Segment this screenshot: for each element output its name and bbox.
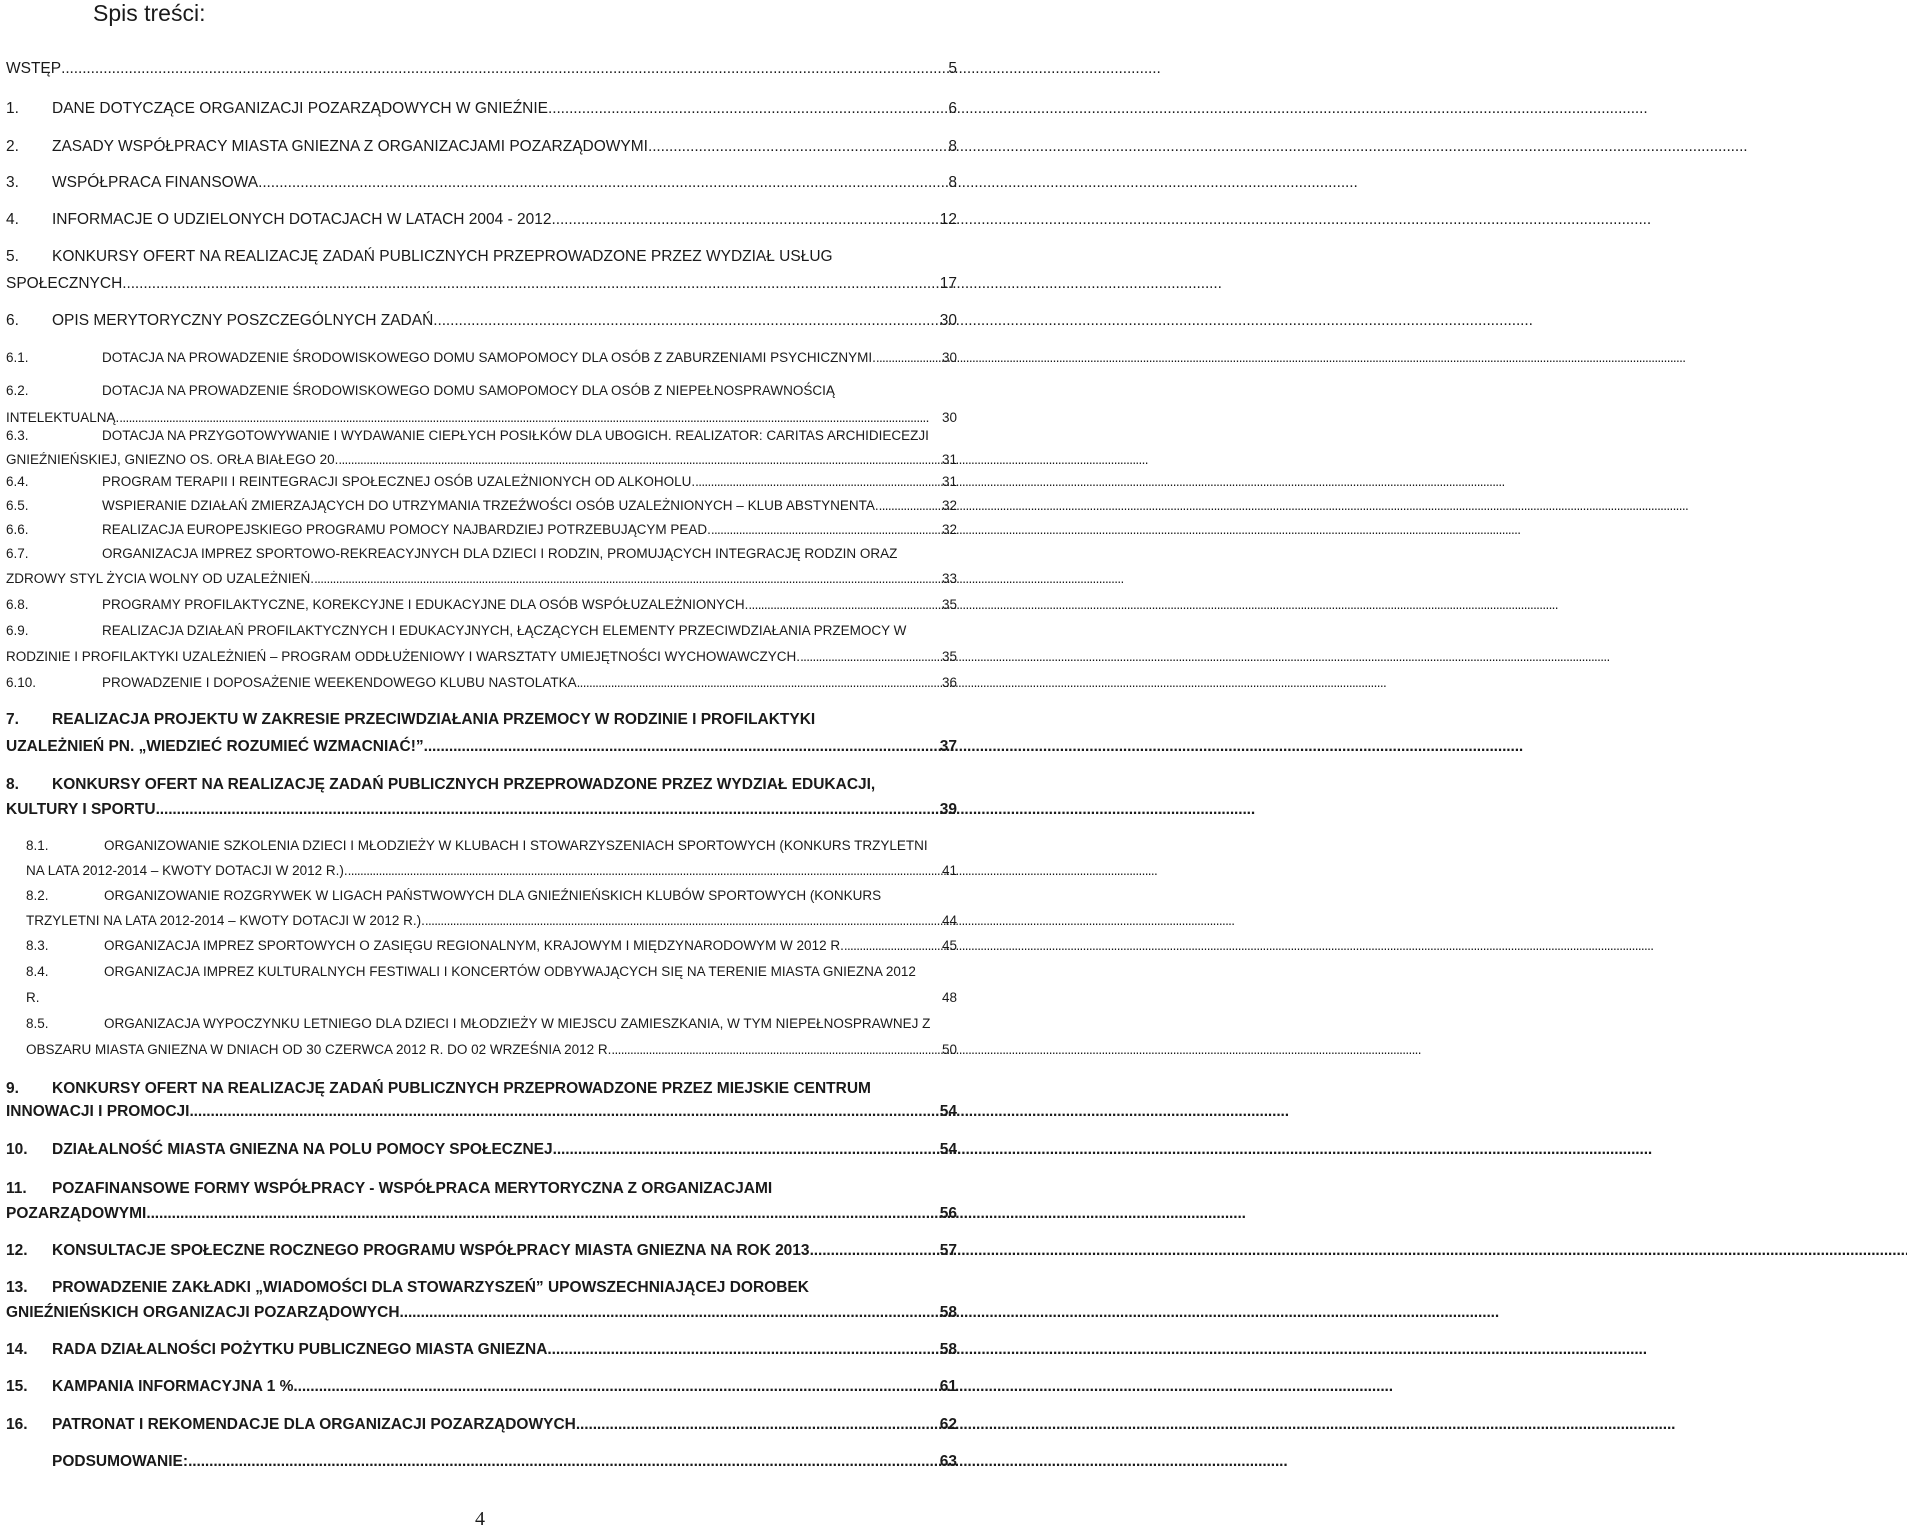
toc-entry-title: KAMPANIA INFORMACYJNA 1 % xyxy=(52,1378,294,1395)
toc-leader-dots xyxy=(876,350,940,365)
toc-entry-page: 41 xyxy=(941,863,957,878)
toc-entry-title: RADA DZIAŁALNOŚCI POŻYTKU PUBLICZNEGO MIASTA GNIEZNA xyxy=(52,1341,548,1358)
toc-leader-dots xyxy=(844,938,940,953)
toc-entry-page: 54 xyxy=(939,1141,957,1158)
toc-entry-page: 39 xyxy=(939,801,957,818)
toc-entry-title: ORGANIZACJA IMPREZ SPORTOWYCH O ZASIĘGU REGIONALNYM, KRAJOWYM I MIĘDZYNARODOWYM W 2012 R. xyxy=(104,938,844,953)
toc-title: Spis treści: xyxy=(93,0,206,26)
toc-entry-title-continued: KULTURY I SPORTU xyxy=(6,801,156,818)
toc-entry-page: 45 xyxy=(941,938,957,953)
toc-leader-dots xyxy=(258,174,946,192)
toc-entry-title: KONKURSY OFERT NA REALIZACJĘ ZADAŃ PUBLICZNYCH PRZEPROWADZONE PRZEZ WYDZIAŁ EDUKACJI, xyxy=(52,776,876,793)
toc-leader-dots xyxy=(810,1242,938,1260)
toc-entry-number: 6.2. xyxy=(6,383,29,398)
toc-entry-number: 4. xyxy=(6,211,19,228)
toc-leader-dots xyxy=(188,1453,938,1471)
toc-entry-number: 3. xyxy=(6,174,19,191)
toc-entry-number: 10. xyxy=(6,1141,28,1158)
toc-entry-page: 48 xyxy=(941,990,957,1005)
toc-entry-title: ORGANIZOWANIE ROZGRYWEK W LIGACH PAŃSTWOWYCH DLA GNIEŹNIEŃSKICH KLUBÓW SPORTOWYCH (KONKURS xyxy=(104,888,882,903)
toc-entry-title: POZAFINANSOWE FORMY WSPÓŁPRACY - WSPÓŁPRACA MERYTORYCZNA Z ORGANIZACJAMI xyxy=(52,1180,773,1197)
toc-entry-title: DOTACJA NA PROWADZENIE ŚRODOWISKOWEGO DOMU SAMOPOMOCY DLA OSÓB Z NIEPEŁNOSPRAWNOŚCIĄ xyxy=(102,383,835,398)
toc-leader-dots xyxy=(189,1103,937,1121)
toc-leader-dots xyxy=(648,138,946,156)
toc-entry-title-continued: ZDROWY STYL ŻYCIA WOLNY OD UZALEŻNIEŃ. xyxy=(6,571,315,586)
toc-entry-page: 36 xyxy=(941,675,957,690)
toc-entry-title: KONKURSY OFERT NA REALIZACJĘ ZADAŃ PUBLICZNYCH PRZEPROWADZONE PRZEZ MIEJSKIE CENTRUM xyxy=(52,1080,871,1097)
toc-leader-dots xyxy=(800,649,940,664)
toc-entry-number: 6.3. xyxy=(6,428,29,443)
toc-entry-number: 5. xyxy=(6,248,19,265)
toc-entry-page: 37 xyxy=(939,738,957,755)
toc-entry-number: 12. xyxy=(6,1242,28,1259)
toc-leader-dots xyxy=(547,1341,937,1359)
toc-leader-dots xyxy=(424,738,938,756)
toc-entry-number: 6.10. xyxy=(6,675,37,690)
toc-entry-title-continued: TRZYLETNI NA LATA 2012-2014 – KWOTY DOTACJI W 2012 R.). xyxy=(26,913,425,928)
toc-entry-page: 8 xyxy=(948,138,957,155)
toc-entry-title-continued: INTELEKTUALNĄ. xyxy=(6,410,120,425)
toc-entry-page: 6 xyxy=(948,100,957,117)
toc-entry-number: 8.1. xyxy=(26,838,49,853)
toc-entry-page: 32 xyxy=(941,522,957,537)
toc-entry-page: 58 xyxy=(939,1341,957,1358)
toc-entry-title-continued: GNIEŹNIEŃSKIEJ, GNIEZNO OS. ORŁA BIAŁEGO 20. xyxy=(6,452,339,467)
toc-entry-title-continued: POZARZĄDOWYMI xyxy=(6,1205,147,1222)
toc-entry-number: 6.9. xyxy=(6,623,29,638)
toc-entry-number: 11. xyxy=(6,1180,27,1197)
toc-leader-dots xyxy=(748,597,940,612)
toc-entry-page: 61 xyxy=(939,1378,957,1395)
toc-entry-number: 6.5. xyxy=(6,498,29,513)
toc-leader-dots xyxy=(577,675,940,690)
toc-entry-number: 6.7. xyxy=(6,546,29,561)
toc-entry-title-continued: SPOŁECZNYCH xyxy=(6,275,123,292)
toc-entry-title: REALIZACJA PROJEKTU W ZAKRESIE PRZECIWDZIAŁANIA PRZEMOCY W RODZINIE I PROFILAKTYKI xyxy=(52,711,816,728)
toc-entry-title: DANE DOTYCZĄCE ORGANIZACJI POZARZĄDOWYCH W GNIEŹNIE xyxy=(52,100,549,117)
toc-leader-dots xyxy=(553,1141,938,1159)
toc-entry-number: 8. xyxy=(6,776,19,793)
toc-entry-number: 6.4. xyxy=(6,474,29,489)
toc-entry-title: DOTACJA NA PROWADZENIE ŚRODOWISKOWEGO DOMU SAMOPOMOCY DLA OSÓB Z ZABURZENIAMI PSYCHICZNYMI. xyxy=(102,350,876,365)
toc-entry-number: 1. xyxy=(6,100,19,117)
toc-entry-number: 6. xyxy=(6,312,19,329)
toc-entry-page: 33 xyxy=(941,571,957,586)
toc-leader-dots xyxy=(293,1378,937,1396)
toc-entry-number: 16. xyxy=(6,1416,28,1433)
toc-entry-title: PROGRAM TERAPII I REINTEGRACJI SPOŁECZNEJ OSÓB UZALEŻNIONYCH OD ALKOHOLU. xyxy=(102,474,696,489)
toc-entry-title-continued: INNOWACJI I PROMOCJI xyxy=(6,1103,190,1120)
toc-entry-number: 15. xyxy=(6,1378,28,1395)
toc-entry-page: 57 xyxy=(939,1242,957,1259)
toc-leader-dots xyxy=(711,522,940,537)
toc-entry-page: 50 xyxy=(941,1042,957,1057)
toc-entry-title: REALIZACJA EUROPEJSKIEGO PROGRAMU POMOCY NAJBARDZIEJ POTRZEBUJĄCYM PEAD. xyxy=(102,522,711,537)
toc-entry-title-continued: OBSZARU MIASTA GNIEZNA W DNIACH OD 30 CZERWCA 2012 R. DO 02 WRZEŚNIA 2012 R. xyxy=(26,1042,612,1057)
toc-entry-title: OPIS MERYTORYCZNY POSZCZEGÓLNYCH ZADAŃ xyxy=(52,312,434,329)
toc-entry-number: 8.5. xyxy=(26,1016,49,1031)
toc-leader-dots xyxy=(400,1304,938,1322)
toc-entry-number: 14. xyxy=(6,1341,28,1358)
toc-entry-title: ORGANIZOWANIE SZKOLENIA DZIECI I MŁODZIEŻY W KLUBACH I STOWARZYSZENIACH SPORTOWYCH (KONKURS TRZYLETNI xyxy=(104,838,928,853)
toc-leader-dots xyxy=(348,863,940,878)
toc-leader-dots xyxy=(146,1205,937,1223)
toc-entry-title: INFORMACJE O UDZIELONYCH DOTACJACH W LATACH 2004 - 2012 xyxy=(52,211,552,228)
toc-entry-title: ORGANIZACJA IMPREZ KULTURALNYCH FESTIWALI I KONCERTÓW ODBYWAJĄCYCH SIĘ NA TERENIE MIASTA GNIEZNA 2012 xyxy=(104,964,916,979)
toc-entry-title-continued: GNIEŹNIEŃSKICH ORGANIZACJI POZARZĄDOWYCH xyxy=(6,1304,400,1321)
toc-entry-number: 7. xyxy=(6,711,19,728)
toc-entry-title: ORGANIZACJA WYPOCZYNKU LETNIEGO DLA DZIECI I MŁODZIEŻY W MIEJSCU ZAMIESZKANIA, W TYM NIEPEŁNOSPRAWNEJ Z xyxy=(104,1016,931,1031)
toc-entry-title: REALIZACJA DZIAŁAŃ PROFILAKTYCZNYCH I EDUKACYJNYCH, ŁĄCZĄCYCH ELEMENTY PRZECIWDZIAŁANIA PRZEMOCY W xyxy=(102,623,907,638)
toc-entry-number: 9. xyxy=(6,1080,19,1097)
toc-leader-dots xyxy=(433,312,937,330)
toc-leader-dots xyxy=(552,211,938,229)
toc-entry-page: 32 xyxy=(941,498,957,513)
toc-leader-dots xyxy=(119,410,940,425)
toc-entry-title-continued: R. xyxy=(26,990,40,1005)
toc-entry-page: 12 xyxy=(939,211,957,228)
toc-entry-title: PROGRAMY PROFILAKTYCZNE, KOREKCYJNE I EDUKACYJNE DLA OSÓB WSPÓŁUZALEŻNIONYCH. xyxy=(102,597,749,612)
toc-entry-page: 35 xyxy=(941,597,957,612)
toc-entry-title: WSPÓŁPRACA FINANSOWA xyxy=(52,174,259,191)
toc-entry-title-continued: NA LATA 2012-2014 – KWOTY DOTACJI W 2012 R.). xyxy=(26,863,348,878)
toc-entry-title: KONSULTACJE SPOŁECZNE ROCZNEGO PROGRAMU WSPÓŁPRACY MIASTA GNIEZNA NA ROK 2013 xyxy=(52,1242,810,1259)
toc-entry-title: PROWADZENIE I DOPOSAŻENIE WEEKENDOWEGO KLUBU NASTOLATKA xyxy=(102,675,577,690)
toc-entry-number: 8.2. xyxy=(26,888,49,903)
toc-leader-dots xyxy=(425,913,940,928)
toc-entry-page: 54 xyxy=(939,1103,957,1120)
toc-leader-dots xyxy=(576,1416,938,1434)
toc-entry-title-continued: RODZINIE I PROFILAKTYKI UZALEŻNIEŃ – PROGRAM ODDŁUŻENIOWY I WARSZTATY UMIEJĘTNOŚCI WYCHOWAWCZYCH. xyxy=(6,649,801,664)
toc-entry-page: 30 xyxy=(939,312,957,329)
toc-entry-title-continued: UZALEŻNIEŃ PN. „WIEDZIEĆ ROZUMIEĆ WZMACNIAĆ!” xyxy=(6,738,424,755)
toc-entry-title: PODSUMOWANIE: xyxy=(52,1453,189,1470)
toc-entry-page: 44 xyxy=(941,913,957,928)
toc-leader-dots xyxy=(338,452,940,467)
toc-entry-number: 8.3. xyxy=(26,938,49,953)
toc-entry-page: 31 xyxy=(941,452,957,467)
toc-entry-page: 56 xyxy=(939,1205,957,1222)
toc-entry-title: KONKURSY OFERT NA REALIZACJĘ ZADAŃ PUBLICZNYCH PRZEPROWADZONE PRZEZ WYDZIAŁ USŁUG xyxy=(52,248,833,265)
toc-leader-dots xyxy=(156,801,938,819)
toc-leader-dots xyxy=(61,60,946,78)
toc-leader-dots xyxy=(122,275,937,293)
toc-entry-number: 8.4. xyxy=(26,964,49,979)
toc-entry-page: 35 xyxy=(941,649,957,664)
toc-leader-dots xyxy=(548,100,946,118)
toc-entry-title: PROWADZENIE ZAKŁADKI „WIADOMOŚCI DLA STOWARZYSZEŃ” UPOWSZECHNIAJĄCEJ DOROBEK xyxy=(52,1279,809,1296)
toc-entry-number: 13. xyxy=(6,1279,28,1296)
toc-entry-page: 63 xyxy=(939,1453,957,1470)
toc-entry-title: ORGANIZACJA IMPREZ SPORTOWO-REKREACYJNYCH DLA DZIECI I RODZIN, PROMUJĄCYCH INTEGRACJĘ RODZIN ORAZ xyxy=(102,546,898,561)
toc-leader-dots xyxy=(879,498,940,513)
toc-entry-page: 58 xyxy=(939,1304,957,1321)
toc-entry-number: 6.8. xyxy=(6,597,29,612)
toc-entry-page: 5 xyxy=(948,60,957,77)
toc-entry-number: 6.1. xyxy=(6,350,29,365)
toc-entry-number: 6.6. xyxy=(6,522,29,537)
toc-entry-title: PATRONAT I REKOMENDACJE DLA ORGANIZACJI POZARZĄDOWYCH xyxy=(52,1416,576,1433)
toc-entry-page: 17 xyxy=(939,275,957,292)
toc-entry-title: DOTACJA NA PRZYGOTOWYWANIE I WYDAWANIE CIEPŁYCH POSIŁKÓW DLA UBOGICH. REALIZATOR: CARITAS ARCHIDIECEZJI xyxy=(102,428,929,443)
toc-leader-dots xyxy=(611,1042,940,1057)
toc-entry-page: 30 xyxy=(941,410,957,425)
toc-entry-page: 30 xyxy=(941,350,957,365)
toc-leader-dots xyxy=(695,474,940,489)
toc-entry-title: ZASADY WSPÓŁPRACY MIASTA GNIEZNA Z ORGANIZACJAMI POZARZĄDOWYMI xyxy=(52,138,648,155)
toc-entry-title: WSTĘP xyxy=(6,60,62,77)
toc-entry-page: 31 xyxy=(941,474,957,489)
toc-entry-page: 62 xyxy=(939,1416,957,1433)
toc-entry-number: 2. xyxy=(6,138,19,155)
page-number: 4 xyxy=(475,1508,485,1530)
toc-entry-page: 8 xyxy=(948,174,957,191)
toc-entry-title: WSPIERANIE DZIAŁAŃ ZMIERZAJĄCYCH DO UTRZYMANIA TRZEŹWOŚCI OSÓB UZALEŻNIONYCH – KLUB ABSTYNENTA. xyxy=(102,498,879,513)
toc-leader-dots xyxy=(314,571,940,586)
toc-entry-title: DZIAŁALNOŚĆ MIASTA GNIEZNA NA POLU POMOCY SPOŁECZNEJ xyxy=(52,1141,553,1158)
